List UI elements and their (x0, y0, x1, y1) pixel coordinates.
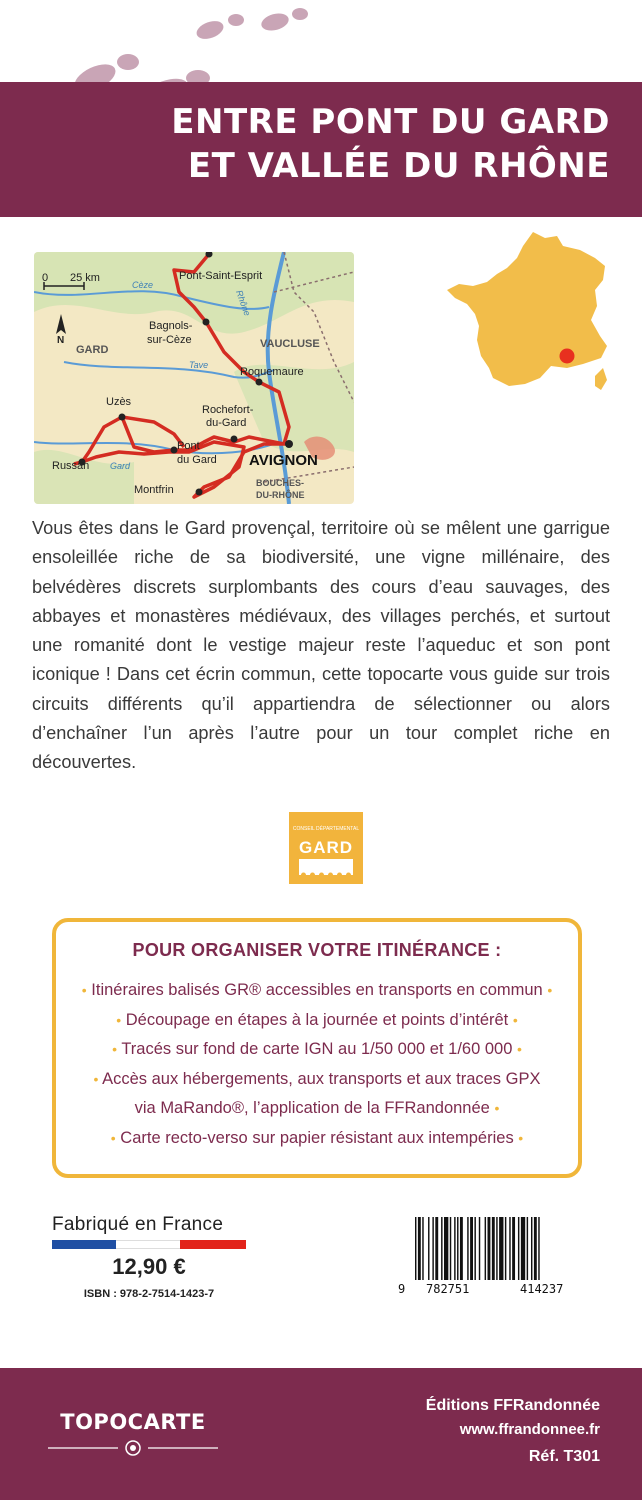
barcode-bar (485, 1217, 486, 1280)
description-text: Vous êtes dans le Gard provençal, territoire où se mêlent une garrigue ensoleillée riche de sa biodiversité, une vigne millénaire, des belvédères discrets surplombants des cours d’eau sauvages, des abbayes et monastères médiévaux, des villages perchés, et surtout une romanité dont le vestige majeur reste l’aqueduc et son pont iconique ! Dans cet écrin commun, cette topocarte vous guide sur trois circuits différents qu’il appartiendra de sélectionner ou alors d’enchaîner l’un après l’autre pour un tour complet riche en découvertes. (32, 518, 610, 773)
barcode-bar (534, 1217, 537, 1280)
bullet-icon: • (112, 1041, 118, 1057)
barcode-digit-lead: 9 (398, 1282, 406, 1296)
map-label-uzes: Uzès (106, 396, 132, 408)
itinerance-box (52, 918, 582, 1178)
bullet-icon: • (512, 1011, 518, 1028)
barcode-bar (499, 1217, 503, 1280)
topocarte-wordmark: TOPOCARTE (60, 1410, 206, 1434)
flag-red (180, 1240, 246, 1249)
map-label-rochefort: Rochefort- (202, 404, 254, 416)
barcode-bar (512, 1217, 515, 1280)
itinerance-item-text: via MaRando®, l’application de la FFRandonnée (134, 1099, 490, 1117)
barcode-bar (505, 1217, 506, 1280)
publisher-info (426, 1394, 600, 1472)
map-scale: 25 km (70, 272, 100, 284)
map-river-gard: Gard (110, 461, 131, 471)
map-label-pont-saint-esprit: Pont-Saint-Esprit (179, 270, 263, 282)
map-label-bouches-2: DU-RHÔNE (256, 490, 305, 500)
price: 12,90 € (112, 1254, 186, 1279)
barcode-bar (432, 1217, 433, 1280)
barcode-bar (415, 1217, 416, 1280)
itinerance-item (56, 1065, 578, 1095)
gard-logo-small-text: CONSEIL DÉPARTEMENTAL (292, 826, 360, 832)
itinerance-item (56, 976, 578, 1006)
isbn: ISBN : 978-2-7514-1423-7 (83, 1288, 215, 1300)
map-label-roquemaure: Roquemaure (240, 366, 304, 378)
itinerance-item-text: Tracés sur fond de carte IGN au 1/50 000 et 1/60 000 (121, 1040, 513, 1058)
route-map (34, 252, 354, 504)
bullet-icon: • (547, 982, 553, 998)
barcode-bar (457, 1217, 458, 1280)
map-label-bouches: BOUCHES- (256, 478, 305, 488)
made-in-france: Fabriqué en France (52, 1214, 224, 1235)
gard-logo-word: GARD (298, 838, 354, 857)
barcode-bar (527, 1217, 528, 1280)
publisher-name: Éditions FFRandonnée (425, 1397, 600, 1414)
itinerance-item (56, 1124, 578, 1154)
bullet-icon: • (494, 1100, 500, 1116)
barcode-bar (441, 1217, 442, 1280)
barcode-bar (488, 1217, 491, 1280)
map-label-bagnols-2: sur-Cèze (147, 334, 192, 346)
itinerance-item (56, 1094, 578, 1124)
bullet-icon: • (81, 982, 87, 998)
map-north: N (57, 335, 65, 346)
target-icon (48, 1440, 218, 1456)
bullet-icon: • (116, 1011, 122, 1028)
barcode-bar (509, 1217, 510, 1280)
bullet-icon: • (93, 1070, 99, 1087)
barcode-bar (450, 1217, 451, 1280)
map-label-pont: Pont (177, 440, 200, 452)
barcode-bar (496, 1217, 497, 1280)
bullet-icon: • (518, 1129, 524, 1146)
barcode (415, 1217, 589, 1280)
title-banner (0, 82, 642, 217)
itinerance-item-text: Itinéraires balisés GR® accessibles en transports en commun (91, 981, 543, 999)
barcode-bar (422, 1217, 423, 1280)
barcode-bar (531, 1217, 532, 1280)
map-label-russan: Russan (52, 460, 90, 472)
barcode-bar (474, 1217, 475, 1280)
barcode-bar (492, 1217, 495, 1280)
barcode-bar (460, 1217, 463, 1280)
barcode-bar (418, 1217, 421, 1280)
footer-band (0, 1368, 642, 1500)
barcode-bar (521, 1217, 525, 1280)
barcode-bar (538, 1217, 539, 1280)
map-label-vaucluse: VAUCLUSE (260, 338, 320, 350)
map-label-avignon: AVIGNON (249, 452, 318, 469)
barcode-bar (479, 1217, 480, 1280)
map-label-montfrin: Montfrin (134, 484, 174, 496)
bullet-icon: • (516, 1041, 522, 1057)
publisher-url[interactable]: www.ffrandonnee.fr (459, 1421, 600, 1438)
itinerance-item-text: Carte recto-verso sur papier résistant aux intempéries (120, 1128, 514, 1147)
barcode-bar (444, 1217, 448, 1280)
flag-blue (52, 1240, 116, 1249)
france-locator-map (445, 228, 615, 396)
barcode-bar (435, 1217, 438, 1280)
topocarte-logo (48, 1410, 218, 1456)
map-label-bagnols: Bagnols- (149, 320, 193, 332)
aqueduct-icon (299, 859, 353, 875)
map-river-ceze: Cèze (132, 280, 154, 290)
itinerance-item (56, 1035, 578, 1065)
map-river-tave: Tave (189, 360, 209, 370)
map-label-rochefort-2: du-Gard (206, 417, 247, 429)
title-line-2: ET VALLÉE DU RHÔNE (187, 146, 610, 186)
flag-white (116, 1240, 180, 1249)
itinerance-item-text: Découpage en étapes à la journée et points d’intérêt (125, 1010, 509, 1029)
map-label-du-gard: du Gard (177, 454, 217, 466)
french-flag-stripe (52, 1240, 246, 1249)
itinerance-item-text: Accès aux hébergements, aux transports et aux traces GPX (102, 1069, 541, 1088)
map-label-gard: GARD (76, 344, 109, 356)
title-line-1: ENTRE PONT DU GARD (171, 102, 610, 142)
barcode-bar (454, 1217, 455, 1280)
barcode-bar (428, 1217, 429, 1280)
barcode-bar (470, 1217, 473, 1280)
barcode-bar (467, 1217, 468, 1280)
gard-department-logo (289, 812, 363, 884)
itinerance-list (56, 976, 578, 1153)
barcode-bar (518, 1217, 519, 1280)
barcode-digits-left: 782751 (426, 1282, 470, 1296)
barcode-digits-right: 414237 (520, 1282, 564, 1296)
bullet-icon: • (110, 1129, 116, 1146)
itinerance-item (56, 1006, 578, 1036)
map-river-rhone: Rhône (234, 288, 253, 318)
map-scale-zero: 0 (42, 272, 49, 284)
itinerance-heading: POUR ORGANISER VOTRE ITINÉRANCE : (132, 940, 502, 960)
reference: Réf. T301 (528, 1448, 600, 1465)
